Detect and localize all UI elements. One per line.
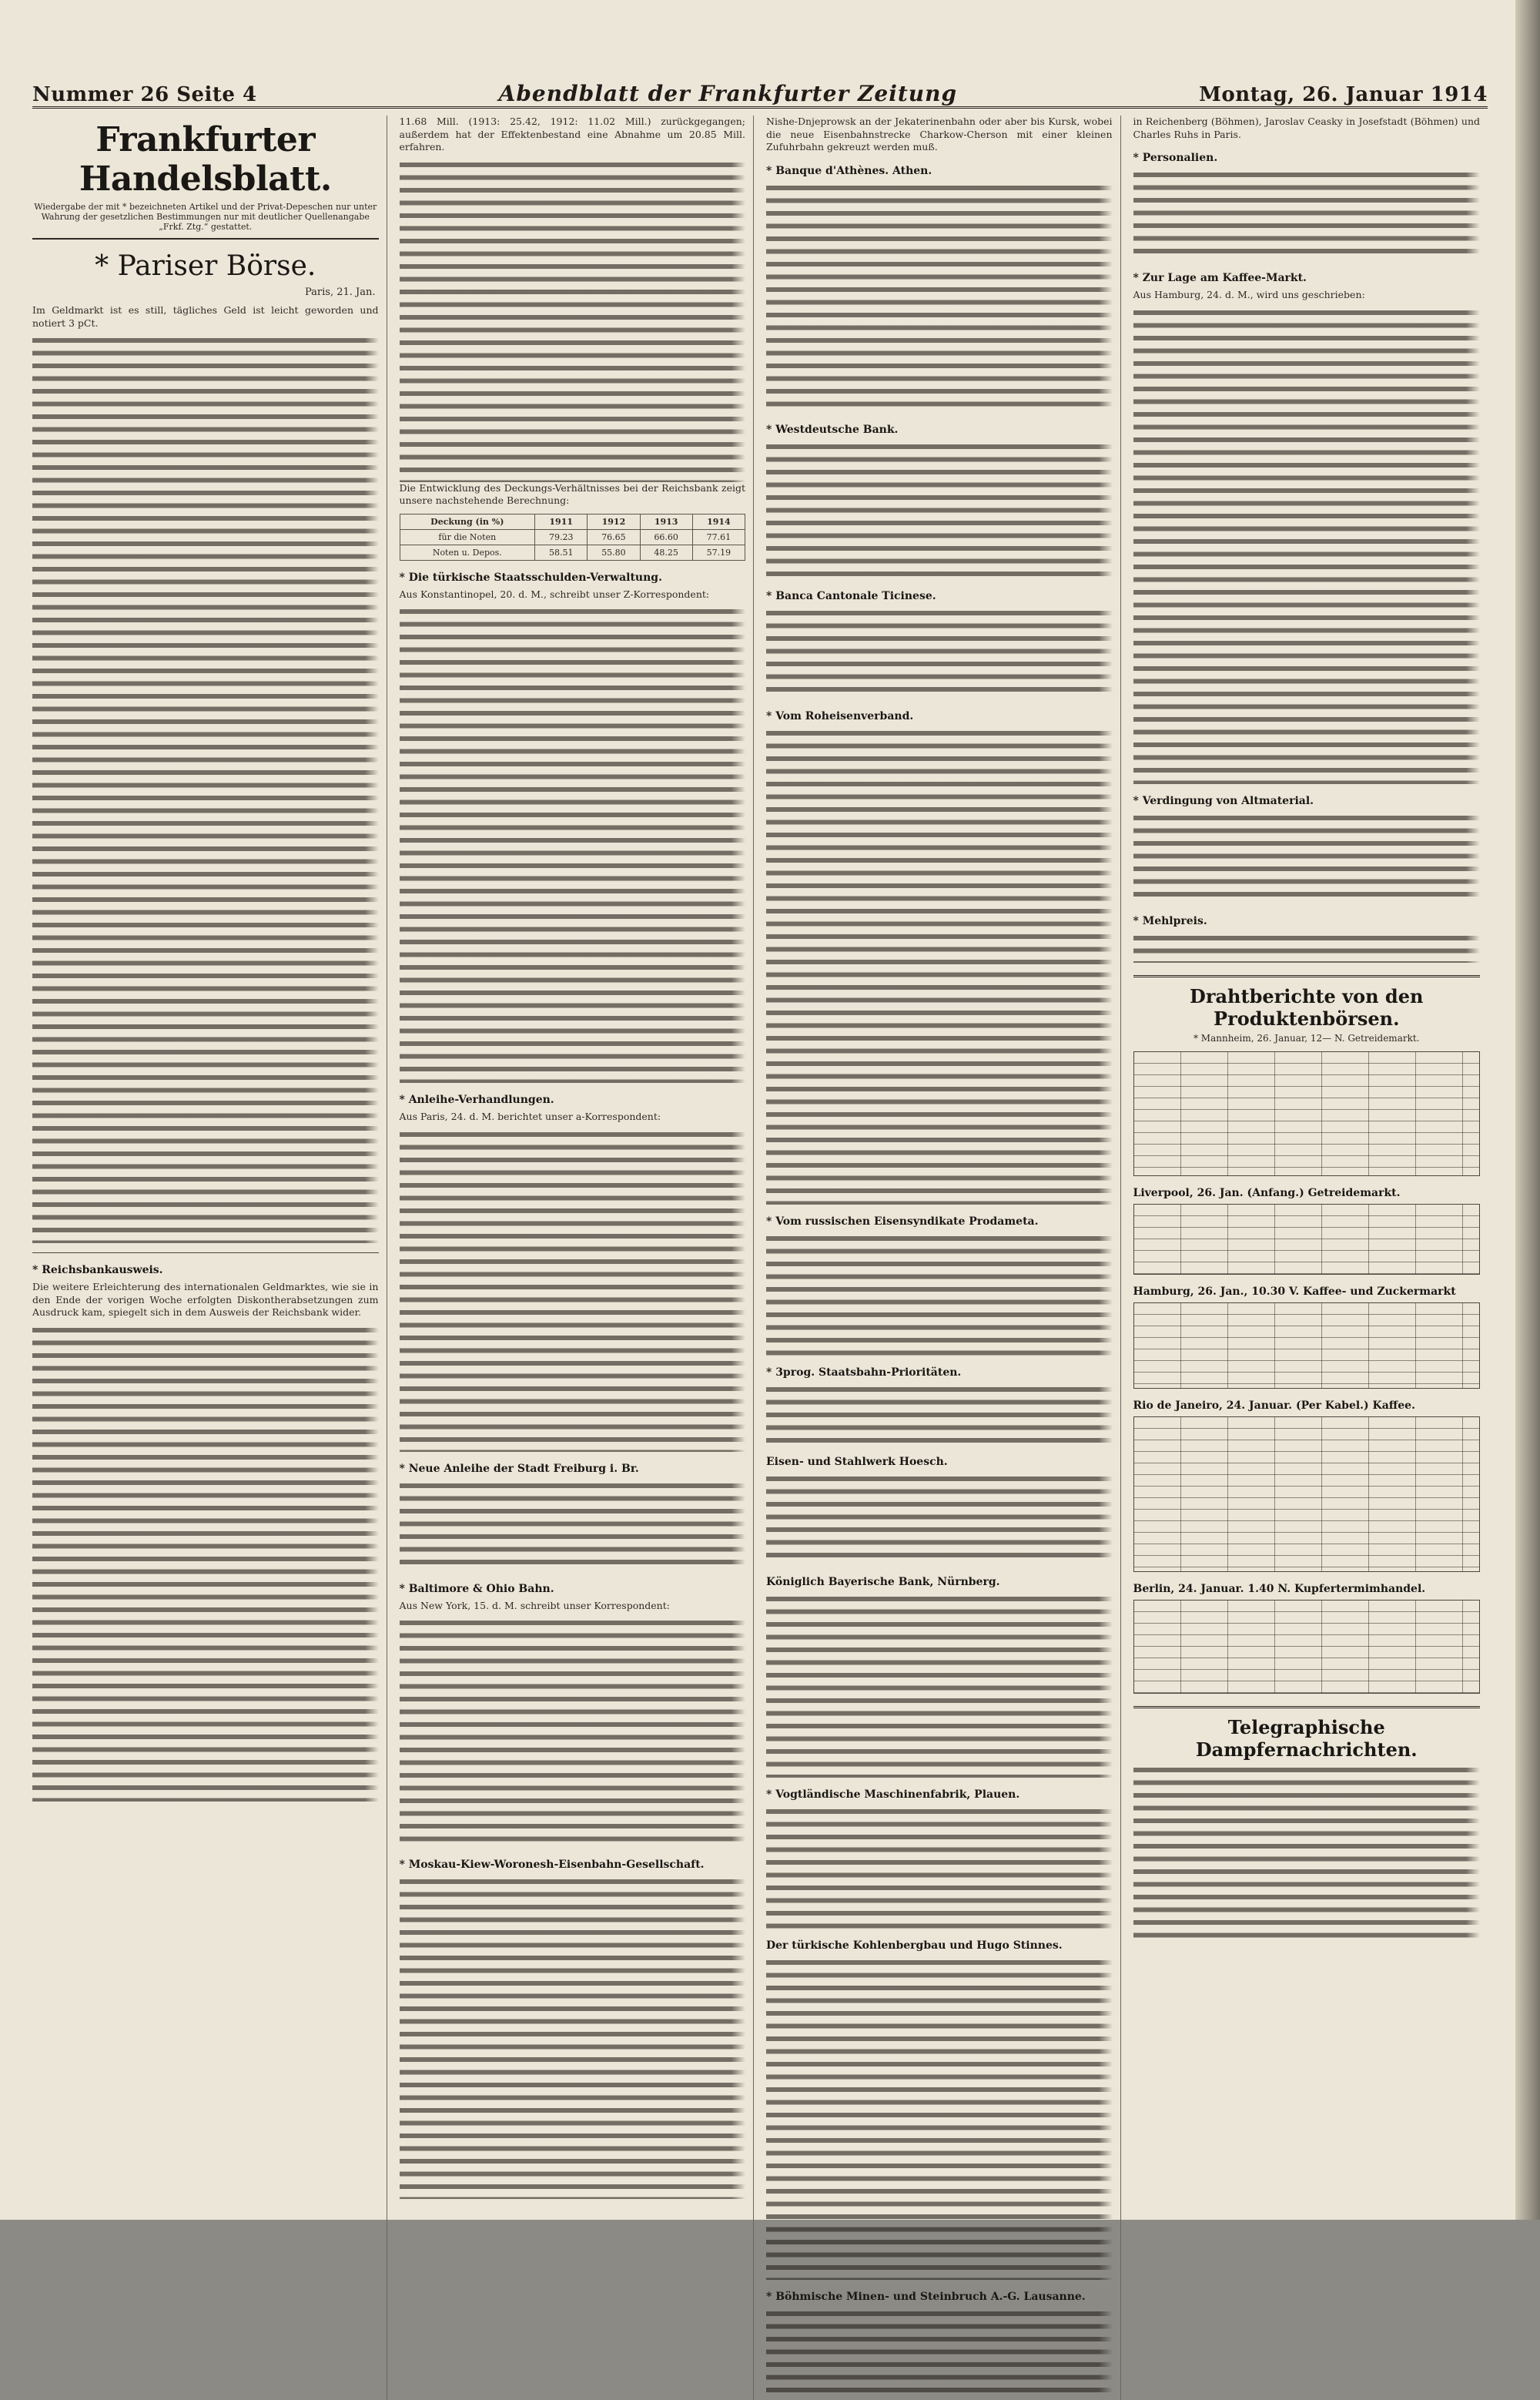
column-4 (1133, 116, 1488, 2400)
article-title: * Neue Anleihe der Stadt Freiburg i. Br. (399, 1462, 639, 1475)
price-table (1133, 1204, 1481, 1275)
article-body-text (766, 2308, 1113, 2400)
article-title: * Böhmische Minen- und Steinbruch A.-G. Lausanne. (766, 2290, 1086, 2303)
price-table (1133, 1051, 1481, 1176)
article-lead: Aus Konstantinopel, 20. d. M., schreibt unser Z-Korrespondent: (399, 588, 710, 600)
section-header: Frankfurter Handelsblatt. (79, 120, 332, 199)
table-cell: für die Noten (400, 529, 535, 545)
table-row (400, 529, 745, 545)
table-cell: 66.60 (640, 529, 692, 545)
article-body-text (766, 441, 1113, 579)
article-body-text (766, 727, 1113, 1205)
article-title: * Banca Cantonale Ticinese. (766, 589, 936, 602)
article-body-text (32, 1324, 379, 1802)
table-header: 1913 (640, 514, 692, 529)
article-body-text (400, 605, 746, 1083)
coverage-table (400, 514, 746, 561)
article-title: * Vogtländische Maschinenfabrik, Plauen. (766, 1788, 1020, 1801)
table-cell: 58.51 (535, 545, 588, 560)
divider (1133, 1706, 1481, 1708)
column-2 (400, 116, 755, 2400)
article-body-text (766, 182, 1113, 413)
divider (32, 1252, 379, 1253)
article-title: * Vom russischen Eisensyndikate Prodameta. (766, 1215, 1039, 1228)
article-title: * Banque d'Athènes. Athen. (766, 164, 932, 177)
price-table (1133, 1416, 1481, 1572)
article-title: * Moskau-Kiew-Woronesh-Eisenbahn-Gesellschaft. (399, 1859, 705, 1871)
price-table (1133, 1302, 1481, 1389)
section-header: Telegraphische Dampfernachrichten. (1195, 1715, 1418, 1761)
article-body-text (766, 607, 1113, 699)
column-1 (32, 116, 387, 2400)
issue-date: Montag, 26. Januar 1914 (1199, 83, 1488, 106)
article-body-text (766, 1473, 1113, 1565)
article-body-text (1133, 307, 1481, 784)
article-body-text (766, 1805, 1113, 1929)
article-title: * 3prog. Staatsbahn-Prioritäten. (766, 1366, 962, 1379)
article-title-reichsbankausweis: * Reichsbankausweis. (32, 1264, 163, 1276)
page-number: Nummer 26 Seite 4 (32, 83, 257, 106)
text-columns (32, 116, 1488, 2303)
table-row (400, 545, 745, 560)
article-body-text (766, 1232, 1113, 1356)
article-body-text (766, 1956, 1113, 2280)
article-lead: Aus Hamburg, 24. d. M., wird uns geschrieben: (1133, 289, 1365, 300)
table-header: 1912 (588, 514, 640, 529)
article-body-text (766, 1383, 1113, 1445)
article-title: * Westdeutsche Bank. (766, 423, 899, 436)
table-cell: 79.23 (535, 529, 588, 545)
article-body-text (1133, 1764, 1481, 1941)
article-continuation: in Reichenberg (Böhmen), Jaroslav Ceasky in Josefstadt (Böhmen) und Charles Ruhs in Paris. (1133, 116, 1480, 140)
article-body-text (766, 1593, 1113, 1778)
article-body-text (400, 1617, 746, 1848)
table-header: 1911 (535, 514, 588, 529)
market-subheader: * Mannheim, 26. Januar, 12— N. Getreidemarkt. (1193, 1032, 1420, 1044)
article-title: * Verdingung von Altmaterial. (1133, 794, 1314, 807)
table-cell: 76.65 (588, 529, 640, 545)
divider (1133, 975, 1481, 977)
price-table (1133, 1600, 1481, 1694)
article-body-text (400, 159, 746, 482)
article-title: * Die türkische Staatsschulden-Verwaltung. (399, 571, 662, 584)
newspaper-title: Abendblatt der Frankfurter Zeitung (498, 81, 958, 106)
masthead (32, 77, 1488, 109)
article-body-text (1133, 932, 1481, 963)
article-title-pariser-boerse: * Pariser Börse. (95, 250, 316, 282)
article-title: * Baltimore & Ohio Bahn. (399, 1582, 554, 1595)
article-body-text (400, 1875, 746, 2199)
article-lead: Die weitere Erleichterung des internationalen Geldmarktes, wie sie in den Ende der vorigen Woche erfolgten Diskontherabsetzungen zum Ausdruck kam, spiegelt sich in dem Ausweis der Reichsbank wider. (32, 1281, 379, 1318)
table-header-row (400, 514, 745, 529)
article-title: * Personalien. (1133, 152, 1218, 164)
article-title: * Anleihe-Verhandlungen. (399, 1094, 554, 1106)
article-lead: Im Geldmarkt ist es still, tägliches Geld ist leicht geworden und notiert 3 pCt. (32, 304, 379, 329)
reprint-note: Wiedergabe der mit * bezeichneten Artikel und der Privat-Depeschen nur unter Wahrung der gesetzlichen Bestimmungen nur mit deutlicher Quellenangabe „Frkf. Ztg.“ gestattet. (32, 202, 379, 240)
article-title: * Zur Lage am Kaffee-Markt. (1133, 272, 1307, 284)
table-cell: 48.25 (640, 545, 692, 560)
market-title: Liverpool, 26. Jan. (Anfang.) Getreidemarkt. (1133, 1186, 1401, 1199)
article-title: * Vom Roheisenverband. (766, 709, 914, 722)
table-cell: 55.80 (588, 545, 640, 560)
dateline: Paris, 21. Jan. (305, 287, 376, 298)
table-cell: 77.61 (692, 529, 745, 545)
table-cell: 57.19 (692, 545, 745, 560)
article-body-text (400, 1480, 746, 1572)
article-continuation: Nishe-Dnjeprowsk an der Jekaterinenbahn oder aber bis Kursk, wobei die neue Eisenbahnstrecke Charkow-Cherson mit einer kleinen Zufuhrbahn gekreuzt werden muß. (766, 116, 1113, 153)
article-body-text (1133, 169, 1481, 261)
table-cell: Noten u. Depos. (400, 545, 535, 560)
market-title: Hamburg, 26. Jan., 10.30 V. Kaffee- und Zuckermarkt (1133, 1285, 1456, 1298)
article-title: Der türkische Kohlenbergbau und Hugo Stinnes. (766, 1939, 1063, 1952)
section-header: Drahtberichte von den Produktenbörsen. (1190, 984, 1424, 1030)
article-title: Eisen- und Stahlwerk Hoesch. (766, 1455, 948, 1468)
table-header: 1914 (692, 514, 745, 529)
market-title: Rio de Janeiro, 24. Januar. (Per Kabel.) Kaffee. (1133, 1399, 1415, 1412)
market-title: Berlin, 24. Januar. 1.40 N. Kupfertermimhandel. (1133, 1582, 1426, 1595)
article-lead: Aus Paris, 24. d. M. berichtet unser a-Korrespondent: (399, 1111, 661, 1122)
article-lead: Aus New York, 15. d. M. schreibt unser Korrespondent: (399, 1599, 670, 1611)
column-3 (766, 116, 1121, 2400)
article-body-text (400, 1128, 746, 1452)
book-binding-edge (1515, 0, 1540, 2220)
table-caption: Die Entwicklung des Deckungs-Verhältnisses bei der Reichsbank zeigt unsere nachstehende Berechnung: (399, 481, 745, 506)
article-title: * Mehlpreis. (1133, 914, 1207, 927)
article-title: Königlich Bayerische Bank, Nürnberg. (766, 1575, 1000, 1588)
article-body-text (1133, 812, 1481, 904)
article-continuation: 11.68 Mill. (1913: 25.42, 1912: 11.02 Mill.) zurückgegangen; außerdem hat der Effektenbestand eine Abnahme um 20.85 Mill. erfahren. (399, 116, 745, 153)
article-body-text (32, 334, 379, 1243)
table-header: Deckung (in %) (400, 514, 535, 529)
